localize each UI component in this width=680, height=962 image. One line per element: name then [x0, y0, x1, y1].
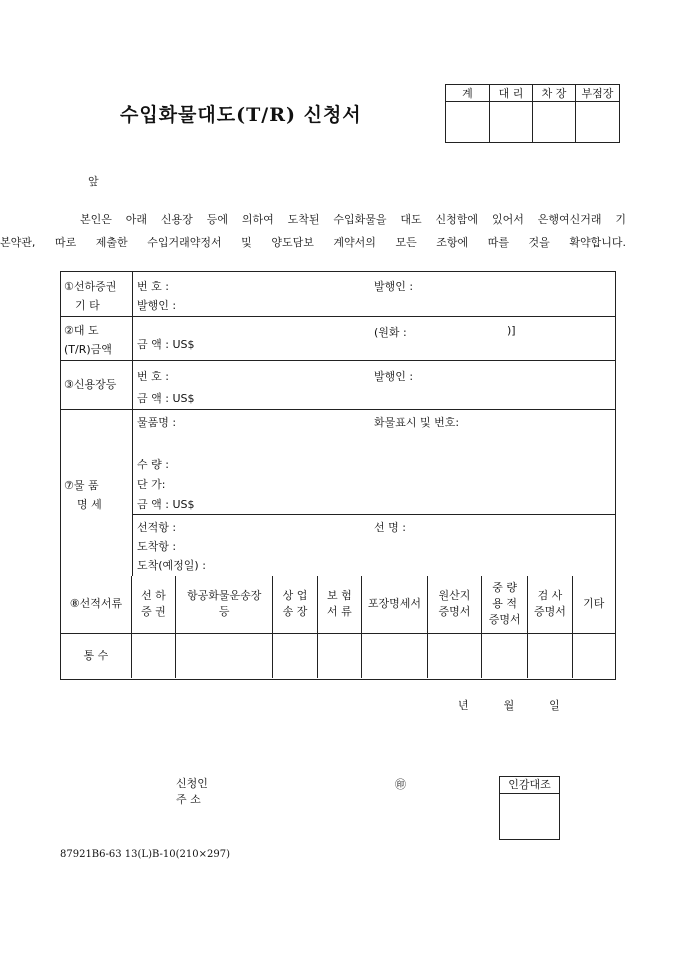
- approval-box-branch-deputy[interactable]: [576, 102, 620, 143]
- intro-paragraph: [0, 208, 626, 254]
- count-certificate-of-origin[interactable]: [427, 633, 481, 678]
- bl-label-2: 기 타: [75, 299, 100, 312]
- doc-header-packing-list: 포장명세서: [362, 576, 428, 633]
- goods-label-2: 명 세: [77, 498, 102, 511]
- address-label: 주 소: [176, 793, 201, 806]
- count-air-waybill[interactable]: [176, 633, 273, 678]
- approval-box-deputy[interactable]: [533, 102, 576, 143]
- seal-mark: ㊞: [395, 778, 406, 791]
- bl-label-1: ①선하증권: [64, 280, 117, 293]
- applicant-label: 신청인: [176, 777, 208, 790]
- doc-header-insurance: 보 험 서 류: [317, 576, 361, 633]
- bl-number-field[interactable]: 번 호 :: [137, 280, 169, 293]
- doc-header-other: 기타: [572, 576, 615, 633]
- shipping-port-field[interactable]: 선적항 :: [137, 521, 177, 534]
- docs-label: ⑧선적서류: [61, 576, 131, 633]
- tr-amount-field[interactable]: 금 액 : US$: [137, 338, 195, 351]
- goods-marks-field[interactable]: 화물표시 및 번호:: [374, 416, 460, 429]
- seal-verification-label: 인감대조: [500, 777, 559, 794]
- form-code: 87921B6-63 13(L)B-10(210×297): [60, 849, 230, 860]
- intro-line-1: 본인은 아래 신용장 등에 의하여 도착된 수입화물을 대도 신청함에 있어서 은행여신거래 기: [80, 213, 626, 226]
- arrival-date-field[interactable]: 도착(예정일) :: [137, 559, 206, 572]
- recipient-label: 앞: [88, 175, 99, 188]
- count-commercial-invoice[interactable]: [273, 633, 317, 678]
- approval-header-branch-deputy: 부점장: [576, 85, 620, 102]
- seal-verification-box[interactable]: [499, 776, 560, 840]
- goods-divider: [132, 514, 615, 515]
- intro-line-2: 본약관, 따로 제출한 수입거래약정서 및 양도담보 계약서의 모든 조항에 따를 것을 확약합니다.: [0, 236, 626, 249]
- doc-header-certificate-of-origin: 원산지 증명서: [427, 576, 481, 633]
- goods-unit-price-field[interactable]: 단 가:: [137, 478, 166, 491]
- count-packing-list[interactable]: [362, 633, 428, 678]
- count-insurance[interactable]: [317, 633, 361, 678]
- amount-label-2: (T/R)금액: [64, 343, 112, 356]
- count-other[interactable]: [572, 633, 615, 678]
- doc-header-inspection: 검 사 증명서: [528, 576, 572, 633]
- goods-quantity-field[interactable]: 수 량 :: [137, 458, 169, 471]
- applicant-block: [176, 776, 208, 808]
- row-goods-description: [61, 409, 615, 576]
- goods-amount-field[interactable]: 금 액 : US$: [137, 498, 195, 511]
- bl-issuer-right-field[interactable]: 발행인 :: [374, 280, 414, 293]
- docs-count-row: [61, 633, 615, 678]
- goods-label-1: ⑦물 품: [64, 479, 99, 492]
- arrival-port-field[interactable]: 도착항 :: [137, 540, 177, 553]
- date-field[interactable]: 년 월 일: [458, 699, 560, 712]
- count-weight-measurement[interactable]: [482, 633, 528, 678]
- count-bill-of-lading[interactable]: [131, 633, 175, 678]
- docs-header-row: [61, 576, 615, 633]
- count-inspection[interactable]: [528, 633, 572, 678]
- approval-box-manager[interactable]: [490, 102, 533, 143]
- approval-header-manager: 대 리: [490, 85, 533, 102]
- vessel-name-field[interactable]: 선 명 :: [374, 521, 406, 534]
- doc-header-weight-measurement: 중 량 용 적 증명서: [482, 576, 528, 633]
- goods-name-field[interactable]: 물품명 :: [137, 416, 177, 429]
- shipping-documents-table: [61, 576, 615, 678]
- lc-label: ③신용장등: [64, 378, 117, 391]
- approval-header-deputy: 차 장: [533, 85, 576, 102]
- amount-label-1: ②대 도: [64, 324, 99, 337]
- row-tr-amount: [61, 316, 615, 361]
- won-amount-close: )]: [507, 324, 516, 337]
- row-bill-of-lading: [61, 272, 615, 316]
- won-amount-field[interactable]: (원화 :: [374, 326, 407, 339]
- row-letter-of-credit: [61, 360, 615, 410]
- lc-number-field[interactable]: 번 호 :: [137, 370, 169, 383]
- lc-amount-field[interactable]: 금 액 : US$: [137, 392, 195, 405]
- approval-box-staff[interactable]: [446, 102, 490, 143]
- docs-count-label: 통 수: [61, 633, 131, 678]
- doc-header-bill-of-lading: 선 하 증 권: [131, 576, 175, 633]
- application-table: [60, 271, 616, 680]
- doc-header-commercial-invoice: 상 업 송 장: [273, 576, 317, 633]
- approval-table: [445, 84, 620, 143]
- doc-header-air-waybill: 항공화물운송장 등: [176, 576, 273, 633]
- bl-issuer-field[interactable]: 발행인 :: [137, 299, 177, 312]
- lc-issuer-field[interactable]: 발행인 :: [374, 370, 414, 383]
- approval-header-staff: 계: [446, 85, 490, 102]
- form-title: 수입화물대도(T/R) 신청서: [120, 104, 362, 126]
